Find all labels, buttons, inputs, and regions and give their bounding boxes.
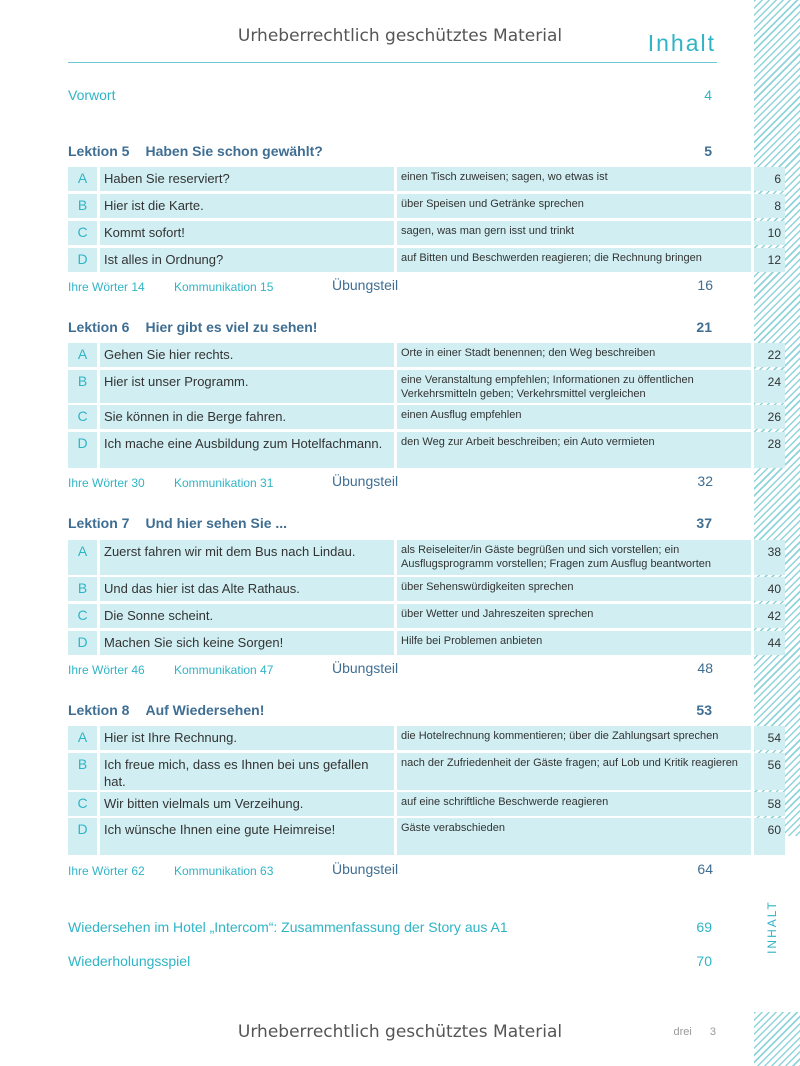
lesson-6-row-a[interactable]	[68, 343, 781, 367]
lesson-title: Hier gibt es viel zu sehen!	[145, 319, 318, 335]
lesson-5-row-c[interactable]	[68, 221, 781, 245]
row-title: Haben Sie reserviert?	[100, 167, 394, 191]
row-page: 12	[754, 248, 785, 272]
row-title: Kommt sofort!	[100, 221, 394, 245]
lesson-page: 5	[704, 143, 712, 159]
uebungsteil-link[interactable]: Übungsteil	[332, 861, 399, 877]
row-letter: A	[68, 726, 97, 750]
lesson-6-row-c[interactable]	[68, 405, 781, 429]
watermark-top: Urheberrechtlich geschütztes Material	[237, 26, 563, 46]
toc-entry-vorwort[interactable]	[68, 87, 717, 103]
lesson-8-heading[interactable]	[68, 702, 717, 718]
row-description: einen Ausflug empfehlen	[397, 405, 751, 429]
row-page: 54	[754, 726, 785, 750]
page-number: 3	[709, 1026, 716, 1038]
row-page: 40	[754, 577, 785, 601]
row-letter: C	[68, 221, 97, 245]
lesson-number: Lektion 6	[68, 319, 130, 335]
row-page: 22	[754, 343, 785, 367]
lesson-7-row-d[interactable]	[68, 631, 781, 655]
page-title: Inhalt	[647, 30, 716, 56]
lesson-number: Lektion 5	[68, 143, 130, 159]
row-letter: A	[68, 167, 97, 191]
row-description: über Sehenswürdigkeiten sprechen	[397, 577, 751, 601]
toc-entry-wiederholungsspiel[interactable]	[68, 953, 717, 969]
row-page: 38	[754, 540, 785, 575]
row-description: Gäste verabschieden	[397, 818, 751, 855]
row-letter: D	[68, 818, 97, 855]
toc-entry-label: Vorwort	[68, 87, 116, 103]
uebungsteil-link[interactable]: Übungsteil	[332, 473, 399, 489]
row-description: Orte in einer Stadt benennen; den Weg beschreiben	[397, 343, 751, 367]
row-page: 56	[754, 753, 785, 790]
row-letter: C	[68, 604, 97, 628]
row-description: über Speisen und Getränke sprechen	[397, 194, 751, 218]
row-page: 6	[754, 167, 785, 191]
page-number-word: drei	[673, 1026, 692, 1038]
row-title: Die Sonne scheint.	[100, 604, 394, 628]
lesson-8-row-c[interactable]	[68, 792, 781, 816]
toc-entry-page: 4	[704, 87, 712, 103]
row-title: Hier ist unser Programm.	[100, 370, 394, 403]
row-letter: A	[68, 343, 97, 367]
uebungsteil-page: 64	[697, 861, 713, 877]
row-letter: B	[68, 753, 97, 790]
row-title: Ich mache eine Ausbildung zum Hotelfachmann.	[100, 432, 394, 468]
kommunikation-link[interactable]: Kommunikation 63	[174, 864, 274, 878]
row-page: 24	[754, 370, 785, 403]
row-description: auf eine schriftliche Beschwerde reagieren	[397, 792, 751, 816]
row-page: 44	[754, 631, 785, 655]
page-footer	[674, 1026, 716, 1038]
row-title: Ist alles in Ordnung?	[100, 248, 394, 272]
row-title: Hier ist Ihre Rechnung.	[100, 726, 394, 750]
row-title: Hier ist die Karte.	[100, 194, 394, 218]
row-page: 28	[754, 432, 785, 468]
lesson-5-heading[interactable]	[68, 143, 717, 159]
row-letter: B	[68, 370, 97, 403]
lesson-title: Haben Sie schon gewählt?	[145, 143, 323, 159]
row-page: 10	[754, 221, 785, 245]
uebungsteil-page: 32	[697, 473, 713, 489]
lesson-7-row-c[interactable]	[68, 604, 781, 628]
lesson-5-row-b[interactable]	[68, 194, 781, 218]
row-letter: D	[68, 248, 97, 272]
ihre-woerter-link[interactable]: Ihre Wörter 30	[68, 476, 145, 490]
lesson-8-row-b[interactable]	[68, 753, 781, 790]
row-description: eine Veranstaltung empfehlen; Informationen zu öffentlichen Verkehrsmitteln geben; Verkehrsmittel vergleichen	[397, 370, 751, 403]
lesson-page: 21	[696, 319, 712, 335]
side-tab-label: INHALT	[765, 900, 780, 954]
lesson-number: Lektion 8	[68, 702, 130, 718]
row-title: Ich wünsche Ihnen eine gute Heimreise!	[100, 818, 394, 855]
lesson-5-footer	[68, 277, 717, 297]
lesson-page: 53	[696, 702, 712, 718]
lesson-7-heading[interactable]	[68, 515, 717, 531]
row-title: Gehen Sie hier rechts.	[100, 343, 394, 367]
lesson-7-row-a[interactable]	[68, 540, 781, 575]
lesson-8-row-a[interactable]	[68, 726, 781, 750]
row-page: 42	[754, 604, 785, 628]
row-letter: D	[68, 631, 97, 655]
ihre-woerter-link[interactable]: Ihre Wörter 62	[68, 864, 145, 878]
lesson-5-row-a[interactable]	[68, 167, 781, 191]
lesson-7-row-b[interactable]	[68, 577, 781, 601]
uebungsteil-page: 48	[697, 660, 713, 676]
toc-entry-page: 70	[696, 953, 712, 969]
row-title: Ich freue mich, dass es Ihnen bei uns gefallen hat.	[100, 753, 394, 790]
toc-entry-label: Wiederholungsspiel	[68, 953, 191, 969]
ihre-woerter-link[interactable]: Ihre Wörter 46	[68, 663, 145, 677]
row-description: einen Tisch zuweisen; sagen, wo etwas ist	[397, 167, 751, 191]
lesson-title: Und hier sehen Sie ...	[145, 515, 288, 531]
row-title: Sie können in die Berge fahren.	[100, 405, 394, 429]
row-description: Hilfe bei Problemen anbieten	[397, 631, 751, 655]
row-title: Und das hier ist das Alte Rathaus.	[100, 577, 394, 601]
row-page: 60	[754, 818, 785, 855]
lesson-title: Auf Wiedersehen!	[145, 702, 265, 718]
row-letter: A	[68, 540, 97, 575]
kommunikation-link[interactable]: Kommunikation 31	[174, 476, 274, 490]
row-page: 26	[754, 405, 785, 429]
row-description: den Weg zur Arbeit beschreiben; ein Auto vermieten	[397, 432, 751, 468]
row-title: Machen Sie sich keine Sorgen!	[100, 631, 394, 655]
row-letter: B	[68, 577, 97, 601]
row-description: als Reiseleiter/in Gäste begrüßen und sich vorstellen; ein Ausflugsprogramm vorstellen; Fragen zum Ausflug beantworten	[397, 540, 751, 575]
lesson-6-heading[interactable]	[68, 319, 717, 335]
row-description: über Wetter und Jahreszeiten sprechen	[397, 604, 751, 628]
uebungsteil-link[interactable]: Übungsteil	[332, 277, 399, 293]
lesson-8-footer	[68, 861, 717, 881]
row-description: auf Bitten und Beschwerden reagieren; die Rechnung bringen	[397, 248, 751, 272]
row-letter: C	[68, 792, 97, 816]
row-page: 8	[754, 194, 785, 218]
row-description: die Hotelrechnung kommentieren; über die Zahlungsart sprechen	[397, 726, 751, 750]
ihre-woerter-link[interactable]: Ihre Wörter 14	[68, 280, 145, 294]
row-letter: B	[68, 194, 97, 218]
lesson-6-footer	[68, 473, 717, 493]
toc-entry-zusammenfassung[interactable]	[68, 919, 717, 935]
watermark-bottom: Urheberrechtlich geschütztes Material	[237, 1022, 563, 1042]
row-title: Zuerst fahren wir mit dem Bus nach Lindau.	[100, 540, 394, 575]
lesson-number: Lektion 7	[68, 515, 130, 531]
row-letter: C	[68, 405, 97, 429]
row-letter: D	[68, 432, 97, 468]
lesson-6-row-d[interactable]	[68, 432, 781, 468]
row-description: sagen, was man gern isst und trinkt	[397, 221, 751, 245]
uebungsteil-page: 16	[697, 277, 713, 293]
uebungsteil-link[interactable]: Übungsteil	[332, 660, 399, 676]
lesson-8-row-d[interactable]	[68, 818, 781, 855]
row-title: Wir bitten vielmals um Verzeihung.	[100, 792, 394, 816]
row-page: 58	[754, 792, 785, 816]
row-description: nach der Zufriedenheit der Gäste fragen; auf Lob und Kritik reagieren	[397, 753, 751, 790]
lesson-7-footer	[68, 660, 717, 680]
title-rule	[68, 62, 717, 63]
lesson-5-row-d[interactable]	[68, 248, 781, 272]
toc-entry-label: Wiedersehen im Hotel „Intercom“: Zusammenfassung der Story aus A1	[68, 919, 508, 935]
toc-entry-page: 69	[696, 919, 712, 935]
kommunikation-link[interactable]: Kommunikation 47	[174, 663, 274, 677]
lesson-6-row-b[interactable]	[68, 370, 781, 403]
kommunikation-link[interactable]: Kommunikation 15	[174, 280, 274, 294]
lesson-page: 37	[696, 515, 712, 531]
